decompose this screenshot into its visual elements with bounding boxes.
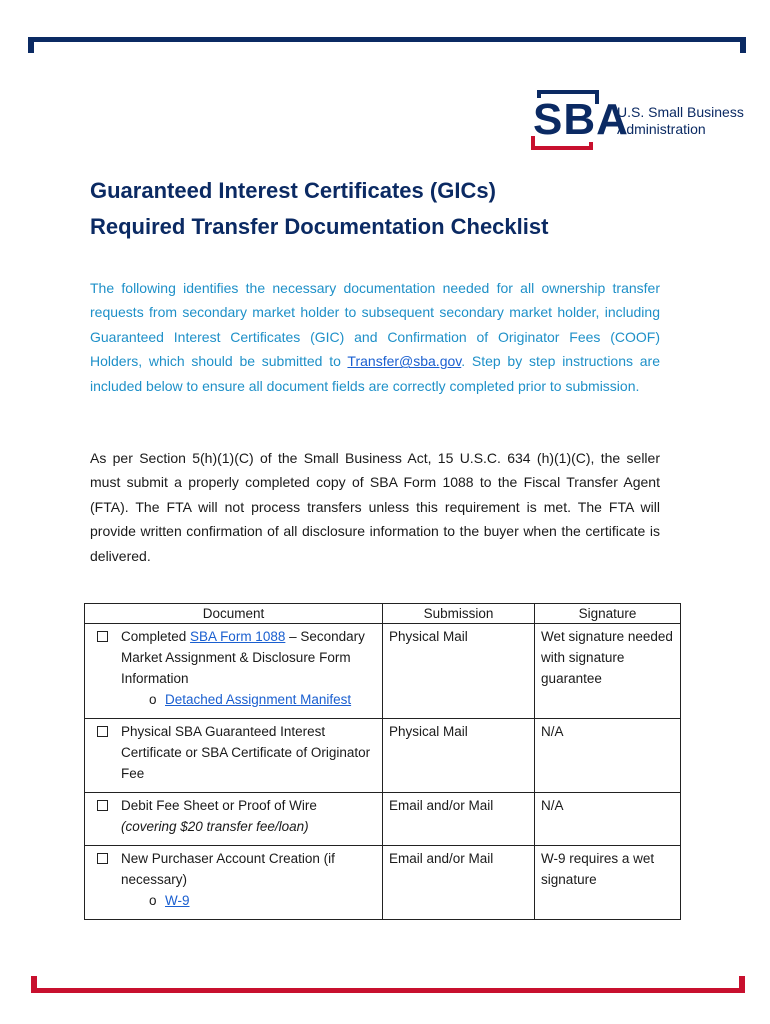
header-submission: Submission [383,604,535,624]
row4-doc-text: New Purchaser Account Creation (if necessary) [121,851,335,887]
row2-signature: N/A [535,719,681,793]
table-header-row [85,604,681,624]
intro-paragraph [90,276,660,398]
table-row [85,624,681,719]
agency-name-line1: U.S. Small Business [617,104,744,120]
sub-bullet-icon: o [149,692,157,707]
top-border-left-tick [28,37,34,53]
sub-bullet-icon: o [149,893,157,908]
header-document: Document [85,604,383,624]
transfer-email-link[interactable]: Transfer@sba.gov [347,353,462,370]
checklist-table [84,603,681,920]
w9-link[interactable]: W-9 [165,893,190,908]
bottom-border-left-tick [31,976,37,993]
sba-logo [527,90,747,152]
page-title [90,173,690,245]
title-line2: Required Transfer Documentation Checklist [90,214,549,239]
agency-name-line2: Administration [617,121,706,137]
row3-submission: Email and/or Mail [383,793,535,846]
row4-signature: W-9 requires a wet signature [535,846,681,920]
detached-assignment-manifest-link[interactable]: Detached Assignment Manifest [165,692,352,707]
sba-form-1088-link[interactable]: SBA Form 1088 [190,629,286,644]
intro-text-after: . Step by step instructions are included below to ensure all document fields are correctly completed prior to submission. [90,353,660,394]
row3-doc-note: (covering $20 transfer fee/loan) [121,819,309,834]
header-signature: Signature [535,604,681,624]
row1-signature: Wet signature needed with signature guarantee [535,624,681,719]
row1-document [85,624,383,719]
agency-name [617,104,757,138]
checkbox-icon[interactable] [97,800,108,811]
checkbox-icon[interactable] [97,726,108,737]
bottom-border-bar [31,988,745,993]
title-line1: Guaranteed Interest Certificates (GICs) [90,178,496,203]
row3-signature: N/A [535,793,681,846]
section-paragraph: As per Section 5(h)(1)(C) of the Small Business Act, 15 U.S.C. 634 (h)(1)(C), the seller must submit a properly completed copy of SBA Form 1088 to the Fiscal Transfer Agent (FTA). The FTA will not process transfers unless this requirement is met. The FTA will provide written confirmation of all disclosure information to the buyer when the certificate is delivered. [90,450,660,564]
table-row [85,793,681,846]
checkbox-icon[interactable] [97,631,108,642]
top-border-right-tick [740,37,746,53]
row3-doc-text: Debit Fee Sheet or Proof of Wire [121,798,317,813]
row1-submission: Physical Mail [383,624,535,719]
row4-submission: Email and/or Mail [383,846,535,920]
row2-doc-text: Physical SBA Guaranteed Interest Certificate or SBA Certificate of Originator Fee [121,724,371,781]
top-border-bar [28,37,746,42]
bottom-border-right-tick [739,976,745,993]
table-row [85,846,681,920]
row2-submission: Physical Mail [383,719,535,793]
checkbox-icon[interactable] [97,853,108,864]
intro-text-before: The following identifies the necessary documentation needed for all ownership transfer requests from secondary market holder to subsequent secondary market holder, including Guaranteed Interest Certificates (GIC) and Confirmation of Originator Fees (COOF) Holders, which should be submitted to [90,280,660,370]
row2-document [85,719,383,793]
row1-doc-prefix: Completed [121,629,191,644]
row4-document [85,846,383,920]
table-row [85,719,681,793]
row1-doc-suffix: – Secondary Market Assignment & Disclosure Form Information [121,629,365,686]
row3-document [85,793,383,846]
sba-logo-mark: SBA [533,95,629,144]
